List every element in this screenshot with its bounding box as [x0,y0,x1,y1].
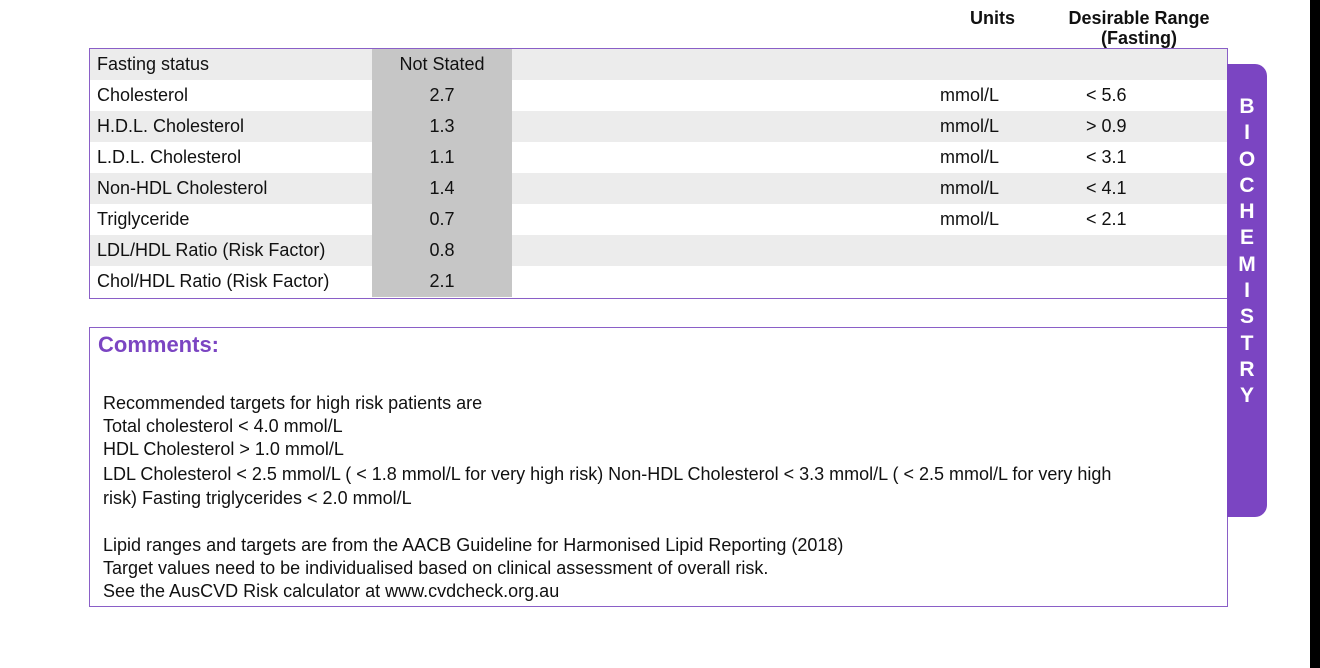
tab-letter: I [1244,121,1250,145]
comments-title: Comments: [98,332,220,357]
comment-line: Target values need to be individualised based on clinical assessment of overall risk. [103,558,769,578]
tab-letter: H [1239,200,1255,224]
comment-line: HDL Cholesterol > 1.0 mmol/L [103,439,344,459]
comment-line: Total cholesterol < 4.0 mmol/L [103,416,343,436]
test-value: 0.7 [372,204,512,235]
comment-line: LDL Cholesterol < 2.5 mmol/L ( < 1.8 mmol/L for very high risk) Non-HDL Cholesterol < 3.3 mmol/L ( < 2.5 mmol/L for very high [103,464,1112,484]
test-range: < 4.1 [1086,178,1127,198]
table-row [90,235,1227,266]
comment-line: Recommended targets for high risk patients are [103,393,483,413]
tab-letter: I [1244,279,1250,303]
table-row [90,266,1227,297]
desirable-range-column-header [1058,8,1220,48]
test-name: Cholesterol [97,85,189,105]
table-row [90,173,1227,204]
test-name: L.D.L. Cholesterol [97,147,242,167]
tab-label [1227,94,1267,410]
test-name: Chol/HDL Ratio (Risk Factor) [97,271,330,291]
tab-letter: T [1240,331,1254,355]
test-value: 1.3 [372,111,512,142]
tab-letter: R [1239,357,1255,381]
tab-letter: C [1239,173,1255,197]
table-row [90,111,1227,142]
test-range: < 3.1 [1086,147,1127,167]
test-name: Fasting status [97,54,210,74]
comment-line: Lipid ranges and targets are from the AACB Guideline for Harmonised Lipid Reporting (2018) [103,535,844,555]
comment-line: See the AusCVD Risk calculator at www.cvdcheck.org.au [103,581,560,601]
range-header-line1: Desirable Range [1068,8,1210,28]
tab-letter: E [1239,226,1254,250]
test-range: < 2.1 [1086,209,1127,229]
test-value: 1.4 [372,173,512,204]
test-unit: mmol/L [940,116,1000,136]
range-header-line2: (Fasting) [1101,28,1177,48]
table-row [90,49,1227,80]
test-range: > 0.9 [1086,116,1127,136]
test-range: < 5.6 [1086,85,1127,105]
table-row [90,142,1227,173]
test-name: Triglyceride [97,209,190,229]
test-name: H.D.L. Cholesterol [97,116,245,136]
test-unit: mmol/L [940,209,1000,229]
test-unit: mmol/L [940,85,1000,105]
comment-line: risk) Fasting triglycerides < 2.0 mmol/L [103,488,412,508]
test-unit: mmol/L [940,178,1000,198]
units-column-header: Units [970,8,1015,28]
tab-letter: O [1238,147,1256,171]
table-row [90,80,1227,111]
tab-letter: Y [1239,384,1254,408]
test-value: 2.1 [372,266,512,297]
test-value: 0.8 [372,235,512,266]
table-row [90,204,1227,235]
tab-letter: B [1239,95,1255,118]
biochemistry-section-tab [1227,64,1267,517]
test-unit: mmol/L [940,147,1000,167]
tab-letter: S [1239,305,1254,329]
test-value: 1.1 [372,142,512,173]
test-name: Non-HDL Cholesterol [97,178,268,198]
results-table [89,48,1228,299]
comments-box [89,327,1228,607]
tab-letter: M [1238,252,1256,276]
test-value: Not Stated [372,49,512,80]
test-value: 2.7 [372,80,512,111]
test-name: LDL/HDL Ratio (Risk Factor) [97,240,326,260]
